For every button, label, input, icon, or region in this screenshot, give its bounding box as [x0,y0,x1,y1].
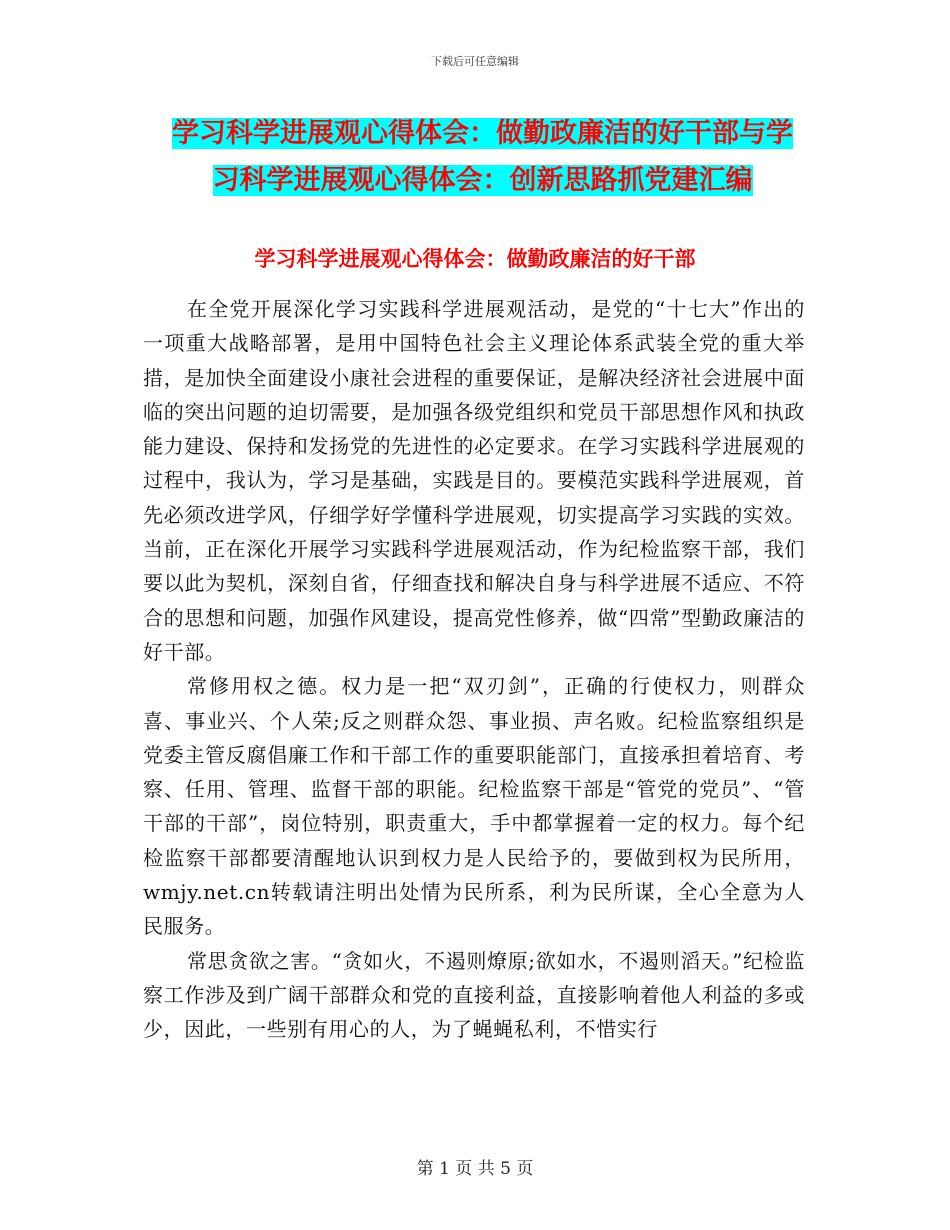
body-text [143,292,805,1047]
document-title-line1: 学习科学进展观心得体会：做勤政廉洁的好干部与学 [172,118,793,149]
paragraph: 在全党开展深化学习实践科学进展观活动，是党的“十七大”作出的一项重大战略部署，是用中国特色社会主义理论体系武装全党的重大举措，是加快全面建设小康社会进程的重要保证，是解决经济社会进展中面临的突出问题的迫切需要，是加强各级党组织和党员干部思想作风和执政能力建设、保持和发扬党的先进性的必定要求。在学习实践科学进展观的过程中，我认为，学习是基础，实践是目的。要模范实践科学进展观，首先必须改进学风，仔细学好学懂科学进展观，切实提高学习实践的实效。当前，正在深化开展学习实践科学进展观活动，作为纪检监察干部，我们要以此为契机，深刻自省，仔细查找和解决自身与科学进展不适应、不符合的思想和问题，加强作风建设，提高党性修养，做“四常”型勤政廉洁的好干部。 [143,297,805,664]
paragraph: 常思贪欲之害。“贪如火，不遏则燎原;欲如水，不遏则滔天。”纪检监察工作涉及到广阔干部群众和党的直接利益，直接影响着他人利益的多或少，因此，一些别有用心的人，为了蝇蝇私利，不惜实行 [143,948,805,1042]
section-title: 学习科学进展观心得体会：做勤政廉洁的好干部 [254,247,696,271]
page-header-note: 下载后可任意编辑 [431,55,519,68]
document-title-line2: 习科学进展观心得体会：创新思路抓党建汇编 [212,165,753,196]
page-number-footer: 第 1 页 共 5 页 [416,1159,534,1179]
document-title [150,110,815,204]
paragraph: 常修用权之德。权力是一把“双刃剑”，正确的行使权力，则群众喜、事业兴、个人荣;反之则群众怨、事业损、声名败。纪检监察组织是党委主管反腐倡廉工作和干部工作的重要职能部门，直接承担着培育、考察、任用、管理、监督干部的职能。纪检监察干部是“管党的党员”、“管干部的干部”，岗位特别，职责重大，手中都掌握着一定的权力。每个纪检监察干部都要清醒地认识到权力是人民给予的，要做到权为民所用，wmjy.net.cn转载请注明出处情为民所系，利为民所谋，全心全意为人民服务。 [143,674,805,939]
